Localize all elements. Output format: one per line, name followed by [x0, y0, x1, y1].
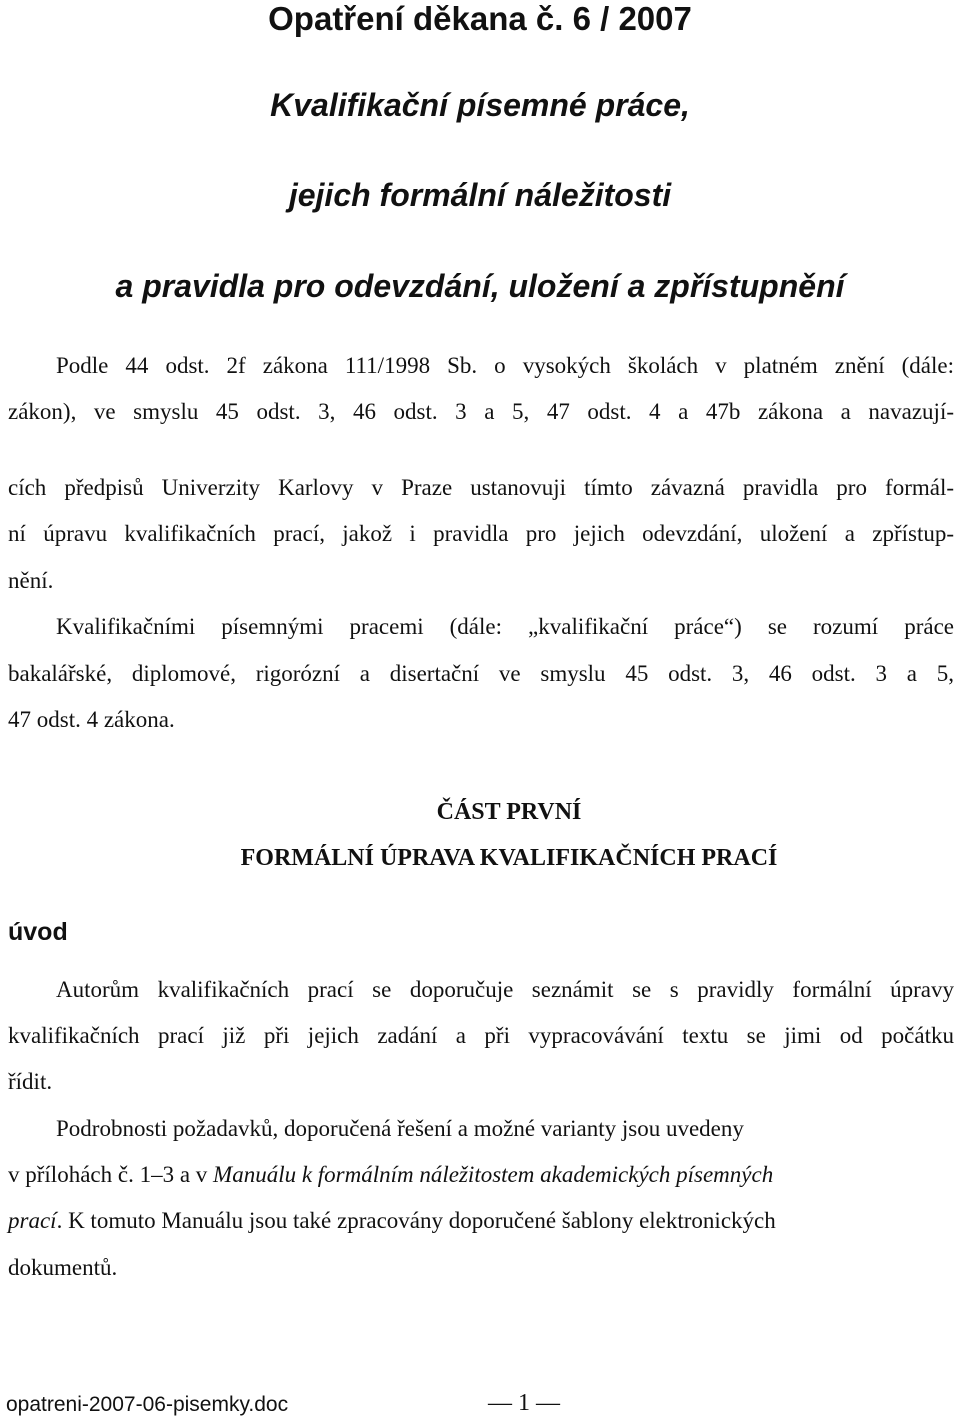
preamble-line-2: zákon), ve smyslu 45 odst. 3, 46 odst. 3 a 5, 47 odst. 4 a 47b zákona a navazují- [8, 399, 954, 424]
part-title: FORMÁLNÍ ÚPRAVA KVALIFIKAČNÍCH PRACÍ [240, 845, 778, 871]
intro-heading: úvod [8, 918, 68, 946]
intro-p2-line-1: Podrobnosti požadavků, doporučená řešení a možné varianty jsou uvedeny [56, 1116, 744, 1141]
intro-p2-line-2 [8, 1160, 954, 1190]
definition-line-1: Kvalifikačními písemnými pracemi (dále: „kvalifikační práce“) se rozumí práce [56, 614, 954, 639]
manual-title-part-1: Manuálu k formálním náležitostem akademických písemných [213, 1162, 774, 1187]
definition-line-3: 47 odst. 4 zákona. [8, 707, 175, 732]
document-subtitle-line-1: Kvalifikační písemné práce, [270, 87, 690, 123]
intro-p2-line-4: dokumentů. [8, 1255, 118, 1280]
document-title: Opatření děkana č. 6 / 2007 [268, 0, 692, 37]
intro-p1-line-1: Autorům kvalifikačních prací se doporučuje seznámit se s pravidly formální úpravy [56, 977, 954, 1002]
intro-p2-line-2-text: v přílohách č. 1–3 a v [8, 1162, 214, 1187]
preamble-line-3: cích předpisů Univerzity Karlovy v Praze ustanovuji tímto závazná pravidla pro formál- [8, 475, 954, 500]
intro-p1-line-3: řídit. [8, 1069, 53, 1094]
intro-p1-line-2: kvalifikačních prací již při jejich zadání a při vypracovávání textu se jimi od počátku [8, 1023, 954, 1048]
preamble-line-1: Podle 44 odst. 2f zákona 111/1998 Sb. o vysokých školách v platném znění (dále: [56, 353, 954, 378]
preamble-line-5: nění. [8, 568, 54, 593]
footer-page-number: — 1 — [488, 1390, 560, 1416]
footer-filename: opatreni-2007-06-pisemky.doc [6, 1393, 289, 1416]
definition-line-2: bakalářské, diplomové, rigorózní a disertační ve smyslu 45 odst. 3, 46 odst. 3 a 5, [8, 661, 954, 686]
preamble-line-4: ní úpravu kvalifikačních prací, jakož i pravidla pro jejich odevzdání, uložení a zpřístup- [8, 521, 954, 546]
intro-p2-line-3-text: . K tomuto Manuálu jsou také zpracovány doporučené šablony elektronických [56, 1208, 776, 1233]
manual-title-part-2: prací [8, 1208, 57, 1233]
intro-p2-line-3 [8, 1206, 954, 1236]
document-subtitle-line-2: jejich formální náležitosti [288, 177, 672, 213]
document-subtitle-line-3: a pravidla pro odevzdání, uložení a zpřístupnění [115, 268, 845, 304]
part-label: ČÁST PRVNÍ [436, 799, 582, 825]
